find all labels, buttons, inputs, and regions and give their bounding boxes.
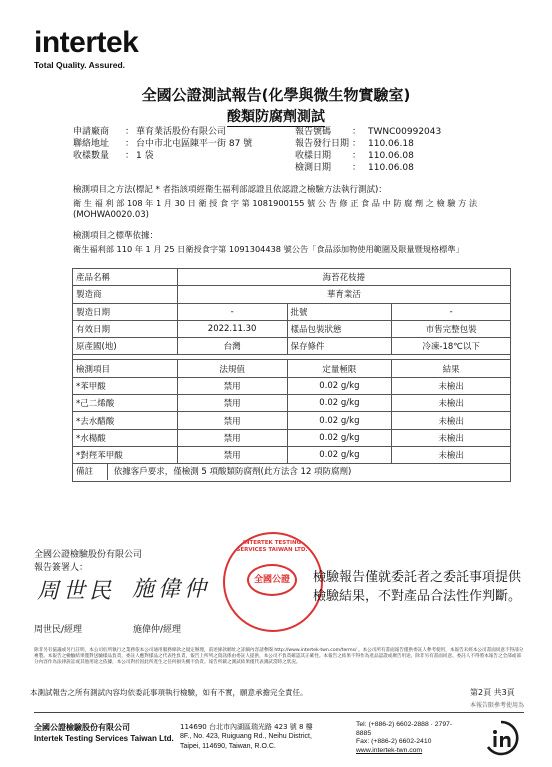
disclaimer-line2: 檢驗結果，不對產品合法性作判斷。 xyxy=(313,589,522,604)
storage-value: 冷凍-18℃以下 xyxy=(392,338,511,355)
seal-ring-text: INTERTEK TESTING SERVICES TAIWAN LTD. xyxy=(236,540,308,553)
hint-right: 本報告限參考使用為 xyxy=(470,702,525,709)
result-value: 未檢出 xyxy=(392,412,511,429)
signers-label: 報告簽署人： xyxy=(34,563,89,573)
header-loq: 定量極限 xyxy=(287,360,392,377)
footer-website[interactable]: www.intertek-twn.com xyxy=(356,747,423,754)
remark-text: 依據客戶要求，僅檢測 5 項酸類防腐劑(此方法含 12 項防腐劑) xyxy=(113,467,352,478)
standard-line2: 衛生福利部 110 年 1 月 25 日衛授食字第 1091304438 號公告「食品添加物使用範圍及限量暨規格標準」 xyxy=(73,244,464,254)
qty-value: 1 袋 xyxy=(136,151,154,161)
result-value: 未檢出 xyxy=(392,395,511,412)
colon: ： xyxy=(352,139,362,149)
storage-label: 保存條件 xyxy=(287,338,392,355)
expiry-label: 有效日期 xyxy=(73,320,178,337)
origin-label: 原產國(地) xyxy=(73,338,178,355)
signoff-company: 全國公證檢驗股份有限公司 xyxy=(34,550,143,560)
issue-date-value: 110.06.18 xyxy=(368,139,414,149)
report-no-value: TWNC00992043 xyxy=(368,127,442,137)
pack-label: 樣品包裝狀態 xyxy=(287,320,392,337)
result-loq: 0.02 g/kg xyxy=(287,412,392,429)
company-seal xyxy=(223,532,323,632)
result-loq: 0.02 g/kg xyxy=(287,429,392,446)
product-name-label: 產品名稱 xyxy=(73,269,178,286)
expiry-value: 2022.11.30 xyxy=(177,320,287,337)
result-loq: 0.02 g/kg xyxy=(287,446,392,463)
footer-company-zh: 全國公證檢驗股份有限公司 xyxy=(34,723,130,732)
product-name-value: 海苔花枝捲 xyxy=(177,269,510,286)
tagline: Total Quality. Assured. xyxy=(34,60,125,70)
pack-value: 市售完整包裝 xyxy=(392,320,511,337)
results-header-row xyxy=(73,360,511,377)
result-value: 未檢出 xyxy=(392,446,511,463)
maker-label: 製造商 xyxy=(73,286,178,303)
applicant-value: 華育業活股份有限公司 xyxy=(136,127,227,137)
colon: ： xyxy=(352,127,362,137)
result-limit: 禁用 xyxy=(177,377,287,394)
report-no-label: 報告號碼 xyxy=(295,127,332,137)
received-value: 110.06.08 xyxy=(368,151,414,161)
report-title: 全國公證測試報告(化學與微生物實驗室) xyxy=(141,86,411,104)
footer-divider xyxy=(34,712,524,713)
method-line3: (MOHWA0020.03) xyxy=(73,210,149,220)
table-row xyxy=(73,446,511,463)
result-item: *苯甲酸 xyxy=(73,377,178,394)
footer-company-en: Intertek Testing Services Taiwan Ltd. xyxy=(34,734,174,743)
header-limit: 法規值 xyxy=(177,360,287,377)
qty-label: 收樣數量 xyxy=(73,151,110,161)
seal-center: 全國公證 xyxy=(247,564,297,596)
issue-date-label: 報告發行日期 xyxy=(295,139,350,149)
mfg-date-value: - xyxy=(177,303,287,320)
test-date-label: 檢測日期 xyxy=(295,163,332,173)
signer-1: 周世民/經理 xyxy=(34,625,83,635)
method-line1: 檢測項目之方法(標記 * 者指該項經衛生福利部認證且依認證之檢驗方法執行測試)： xyxy=(73,185,387,195)
table-row xyxy=(73,303,511,320)
result-limit: 禁用 xyxy=(177,395,287,412)
intertek-logo: intertek xyxy=(34,26,139,59)
standard-line1: 檢測項目之標準依據： xyxy=(73,231,159,241)
table-row xyxy=(73,377,511,394)
result-limit: 禁用 xyxy=(177,446,287,463)
header-result: 結果 xyxy=(392,360,511,377)
signature-1: 周世民 xyxy=(37,579,116,604)
colon: ： xyxy=(352,163,362,173)
footer-address-zh: 114690 台北市內湖區瑞光路 423 號 8 樓 xyxy=(180,723,313,731)
disclaimer-line1: 檢驗報告僅就委託者之委託事項提供 xyxy=(313,570,522,585)
origin-value: 台灣 xyxy=(177,338,287,355)
table-row xyxy=(73,429,511,446)
table-row xyxy=(73,286,511,303)
table-row xyxy=(73,412,511,429)
table-row xyxy=(73,395,511,412)
colon: ： xyxy=(125,127,135,137)
remark-row xyxy=(73,464,511,481)
result-value: 未檢出 xyxy=(392,429,511,446)
result-item: *水楊酸 xyxy=(73,429,178,446)
footer-fax: Fax: (+886-2) 6602-2410 xyxy=(356,738,432,745)
result-item: *己二烯酸 xyxy=(73,395,178,412)
result-loq: 0.02 g/kg xyxy=(287,395,392,412)
page-number: 第2頁 共3頁 xyxy=(470,688,515,697)
table-row xyxy=(73,320,511,337)
footer-address-en1: 8F., No. 423, Ruiguang Rd., Neihu District, xyxy=(180,733,312,740)
colon: ： xyxy=(125,139,135,149)
batch-value: - xyxy=(392,303,511,320)
result-item: *去水醋酸 xyxy=(73,412,178,429)
address-label: 聯絡地址 xyxy=(73,139,110,149)
result-value: 未檢出 xyxy=(392,377,511,394)
address-value: 台中市北屯區陳平一街 87 號 xyxy=(136,139,253,149)
footer-tel: Tel: (+886-2) 6602-2888 · 2797-8885 xyxy=(356,721,453,737)
copyright-note: 本測試報告之所有測試內容均依委託事項執行檢驗，如有不實，願意承擔完全責任。 xyxy=(30,688,308,697)
table-row xyxy=(73,338,511,355)
applicant-label: 申請廠商 xyxy=(73,127,110,137)
colon: ： xyxy=(352,151,362,161)
batch-label: 批號 xyxy=(287,303,392,320)
result-limit: 禁用 xyxy=(177,412,287,429)
signer-2: 施偉仲/經理 xyxy=(133,625,182,635)
remark-label: 備註 xyxy=(73,464,108,480)
table-row xyxy=(73,269,511,286)
received-label: 收樣日期 xyxy=(295,151,332,161)
terms-fine-print: 除非另有協議或另行註明，本公司於所執行之業務依本公司通用服務條款之規定辦理，前述條款網址之詳細內容請參閱 http://www.intertek-twn.com/terms/ 。本公司所有書面報告僅供委託人參考使用，本報告未經本公司書面同意不得部分複製。本報告之檢驗結果僅對送驗樣品負責，委託人應對樣品之代表性負責，報告上所列之資訊係由委託人提供，本公司不負責確認其正確性。本報告之結果不得作為產品認證或廣告用途，除非另有書面同意。委託人不得將本報告之全部或部分內容作為法律訴訟或其他用途之依據，本公司對於因此所產生之任何損失概不負責。報告所載之測試結果僅代表測試當時之狀況。 xyxy=(34,648,524,666)
colon: ： xyxy=(125,151,135,161)
signature-2: 施偉仲 xyxy=(132,577,211,602)
method-line2: 衛 生 福 利 部 108 年 1 月 30 日 衛 授 食 字 第 1081900155 號 公 告 修 正 食 品 中 防 腐 劑 之 檢 驗 方 法 xyxy=(73,198,478,208)
result-loq: 0.02 g/kg xyxy=(287,377,392,394)
test-date-value: 110.06.08 xyxy=(368,163,414,173)
result-limit: 禁用 xyxy=(177,429,287,446)
mfg-date-label: 製造日期 xyxy=(73,303,178,320)
footer-address-en2: Taipei, 114690, Taiwan, R.O.C. xyxy=(180,743,276,750)
report-subtitle: 酸類防腐劑測試 xyxy=(227,109,325,125)
maker-value: 華育業活 xyxy=(177,286,510,303)
result-item: *對羥苯甲酸 xyxy=(73,446,178,463)
header-item: 檢測項目 xyxy=(73,360,178,377)
intertek-in-icon xyxy=(482,719,520,757)
results-table xyxy=(72,268,511,482)
